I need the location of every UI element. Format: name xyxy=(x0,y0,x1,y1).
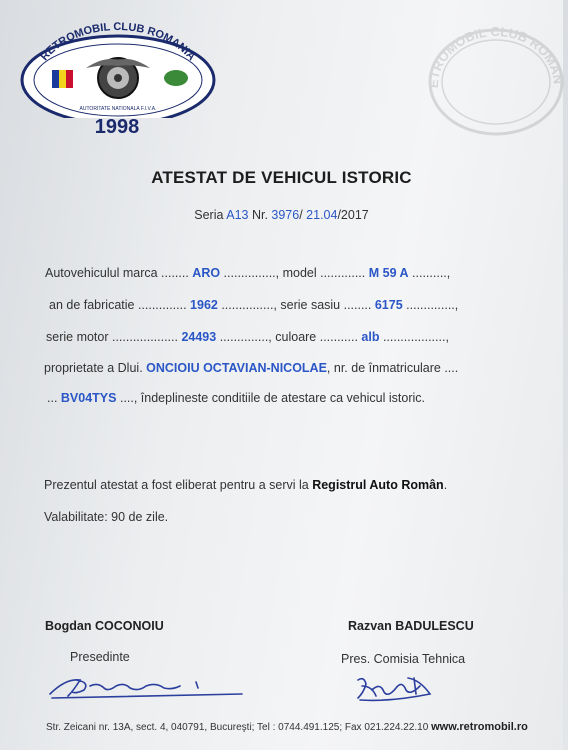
logo-club-name: RETROMOBIL CLUB ROMANIA xyxy=(38,20,198,63)
footer-address: Str. Zeicani nr. 13A, sect. 4, 040791, Bucureşti; Tel : 0744.491.125; Fax 021.224.22.10 xyxy=(46,722,432,733)
owner-name: ONCIOIU OCTAVIAN-NICOLAE xyxy=(146,361,327,375)
right-signatory-name: Razvan BADULESCU xyxy=(348,619,474,633)
serial-separator: / xyxy=(299,208,307,222)
owner-line: proprietate a Dlui. ONCIOIU OCTAVIAN-NICOLAE, nr. de înmatriculare .... xyxy=(44,361,459,375)
plate-line: ... BV04TYS ...., îndeplineste conditiile de atestare ca vehicul istoric. xyxy=(47,391,425,405)
left-signature-icon xyxy=(46,668,246,704)
registry-name: Registrul Auto Român xyxy=(312,478,444,492)
serial-date-day: 21.04 xyxy=(306,208,338,222)
serial-number: 3976 xyxy=(271,208,300,222)
seal-text: ETROMOBIL CLUB ROMAN xyxy=(425,23,567,89)
vehicle-model: M 59 A xyxy=(368,266,409,280)
plate-number: BV04TYS xyxy=(60,391,117,405)
right-signature-icon xyxy=(350,670,440,706)
left-signatory-role: Presedinte xyxy=(70,650,130,664)
logo-year: 1998 xyxy=(94,116,140,138)
vehicle-make-model-line: Autovehiculul marca ........ ARO ..............., model ............. M 59 A .........., xyxy=(45,266,451,280)
vehicle-chassis: 6175 xyxy=(374,298,403,312)
validity-line: Valabilitate: 90 de zile. xyxy=(44,510,169,524)
vehicle-engine: 24493 xyxy=(181,330,217,344)
left-signatory-name: Bogdan COCONOIU xyxy=(45,619,164,633)
club-logo xyxy=(14,18,220,144)
serial-prefix: Seria xyxy=(194,208,227,222)
vehicle-year-chassis-line: an de fabricatie .............. 1962 ..............., serie sasiu ........ 6175 .............., xyxy=(49,298,459,312)
footer-contact xyxy=(46,721,528,733)
serial-series: A13 xyxy=(226,208,249,222)
serial-line xyxy=(0,208,563,222)
vehicle-color: alb xyxy=(361,330,380,344)
vehicle-make: ARO xyxy=(192,266,221,280)
document-title: ATESTAT DE VEHICUL ISTORIC xyxy=(151,168,412,187)
embossed-seal xyxy=(418,16,568,136)
seal-icon xyxy=(418,16,568,136)
serial-date-year: /2017 xyxy=(337,208,369,222)
club-emblem-icon xyxy=(14,18,220,118)
logo-subtitle: AUTORITATE NATIONALA F.I.V.A. xyxy=(79,106,157,112)
serial-nr-label: Nr. xyxy=(248,208,272,222)
purpose-line: Prezentul atestat a fost eliberat pentru a servi la Registrul Auto Român. xyxy=(44,478,448,492)
vehicle-year: 1962 xyxy=(190,298,218,312)
svg-text:RETROMOBIL CLUB ROMANIA xyxy=(418,16,566,88)
footer-website: www.retromobil.ro xyxy=(431,721,528,733)
right-signatory-role: Pres. Comisia Tehnica xyxy=(341,652,466,666)
vehicle-engine-color-line: serie motor ................... 24493 .............., culoare ........... alb .................., xyxy=(46,330,449,344)
